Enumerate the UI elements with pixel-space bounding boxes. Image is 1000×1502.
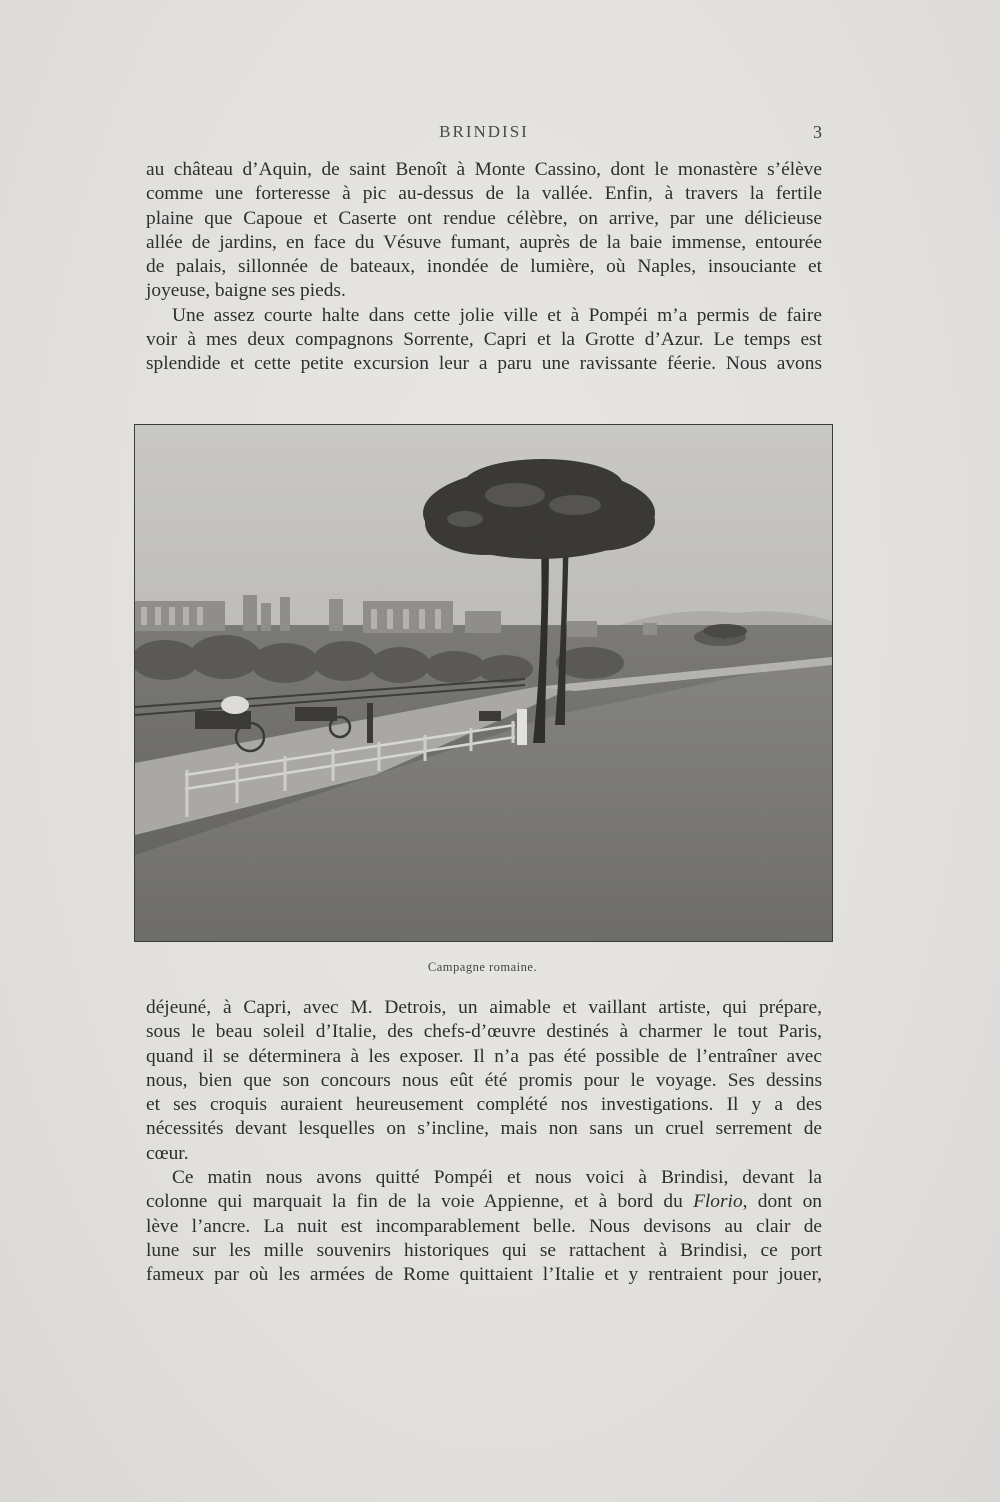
text-line: Ce matin nous avons quitté Pompéi et nous voici à Brindisi, devant la	[172, 1167, 822, 1189]
text-line: au château d’Aquin, de saint Benoît à Monte Cassino, dont le monastère s’élève	[146, 159, 822, 180]
paragraph-4	[146, 1166, 822, 1287]
paragraph-2	[146, 304, 822, 377]
text-line: nécessités devant lesquelles on s’incline, mais non sans un cruel serrement de	[146, 1118, 822, 1140]
text-line: comme une forteresse à pic au-dessus de la vallée. Enfin, à travers la fertile	[146, 183, 822, 205]
text-line: déjeuné, à Capri, avec M. Detrois, un aimable et vaillant artiste, qui prépare,	[146, 997, 822, 1018]
text-segment: , dont on	[742, 1191, 822, 1213]
text-segment: colonne qui marquait la fin de la voie Appienne, et à bord du	[146, 1191, 694, 1213]
text-line: lune sur les mille souvenirs historiques qui se rattachent à Brindisi, ce port	[146, 1239, 822, 1261]
text-line: fameux par où les armées de Rome quittaient l’Italie et y rentraient pour jouer,	[146, 1264, 822, 1286]
body-text-bottom	[146, 996, 822, 1288]
text-line: et ses croquis auraient heureusement complété nos investigations. Il y a des	[146, 1094, 822, 1116]
paragraph-1	[146, 158, 822, 304]
photograph-campagne-romaine	[134, 424, 833, 942]
text-line: nous, bien que son concours nous eût été promis pour le voyage. Ses dessins	[146, 1069, 822, 1091]
text-line: de palais, sillonnée de bateaux, inondée de lumière, où Naples, insouciante et	[146, 256, 822, 278]
photo-illustration	[135, 425, 832, 941]
text-line: cœur.	[146, 1142, 189, 1164]
text-line: plaine que Capoue et Caserte ont rendue célèbre, on arrive, par une délicieuse	[146, 207, 822, 229]
text-line: splendide et cette petite excursion leur a paru une ravissante féerie. Nous avons	[146, 353, 822, 375]
paragraph-3	[146, 996, 822, 1166]
text-line: lève l’ancre. La nuit est incomparablement belle. Nous devisons au clair de	[146, 1215, 822, 1237]
figure-caption: Campagne romaine.	[427, 960, 538, 974]
text-line: joyeuse, baigne ses pieds.	[146, 280, 346, 302]
ship-name: Florio	[693, 1191, 743, 1213]
text-line	[146, 1190, 822, 1214]
text-line: quand il se déterminera à les exposer. Il n’a pas été possible de l’entraîner avec	[146, 1045, 822, 1067]
page-number: 3	[813, 122, 822, 142]
text-line: sous le beau soleil d’Italie, des chefs-d’œuvre destinés à charmer le tout Paris,	[146, 1021, 822, 1043]
text-line: allée de jardins, en face du Vésuve fumant, auprès de la baie immense, entourée	[146, 231, 822, 253]
text-line: Une assez courte halte dans cette jolie ville et à Pompéi m’a permis de faire	[172, 304, 822, 326]
running-title: BRINDISI	[439, 122, 529, 141]
body-text-top	[146, 158, 822, 377]
running-head	[146, 122, 822, 146]
text-line: voir à mes deux compagnons Sorrente, Capri et la Grotte d’Azur. Le temps est	[146, 329, 822, 351]
